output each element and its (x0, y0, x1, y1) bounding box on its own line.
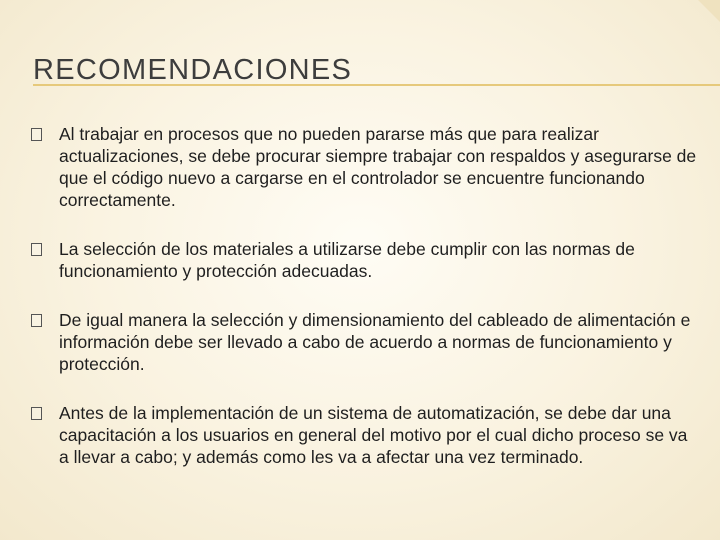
missing-glyph-box-icon (31, 407, 42, 420)
title-underline (33, 84, 720, 86)
missing-glyph-box-icon (31, 243, 42, 256)
bullet-list (31, 123, 701, 468)
missing-glyph-box-icon (31, 314, 42, 327)
bullet-item-1 (31, 123, 701, 211)
missing-glyph-box-icon (31, 128, 42, 141)
bullet-text-2: La selección de los materiales a utilizarse debe cumplir con las normas de funcionamiento y protección adecuadas. (59, 239, 635, 281)
bullet-text-3: De igual manera la selección y dimensionamiento del cableado de alimentación e información debe ser llevado a cabo de acuerdo a normas de funcionamiento y protección. (59, 310, 691, 374)
slide-title: RECOMENDACIONES (33, 54, 353, 86)
bullet-text-1: Al trabajar en procesos que no pueden pararse más que para realizar actualizaciones, se debe procurar siempre trabajar con respaldos y asegurarse de que el código nuevo a cargarse en el controlador se encuentre funcionando correctamente. (59, 124, 697, 210)
bullet-item-3 (31, 309, 701, 375)
bullet-item-4 (31, 402, 701, 468)
bullet-item-2 (31, 238, 701, 282)
page-corner-decoration (698, 0, 720, 22)
bullet-text-4: Antes de la implementación de un sistema de automatización, se debe dar una capacitación a los usuarios en general del motivo por el cual dicho proceso se va a llevar a cabo; y además como les va a afectar una vez terminado. (59, 403, 688, 467)
